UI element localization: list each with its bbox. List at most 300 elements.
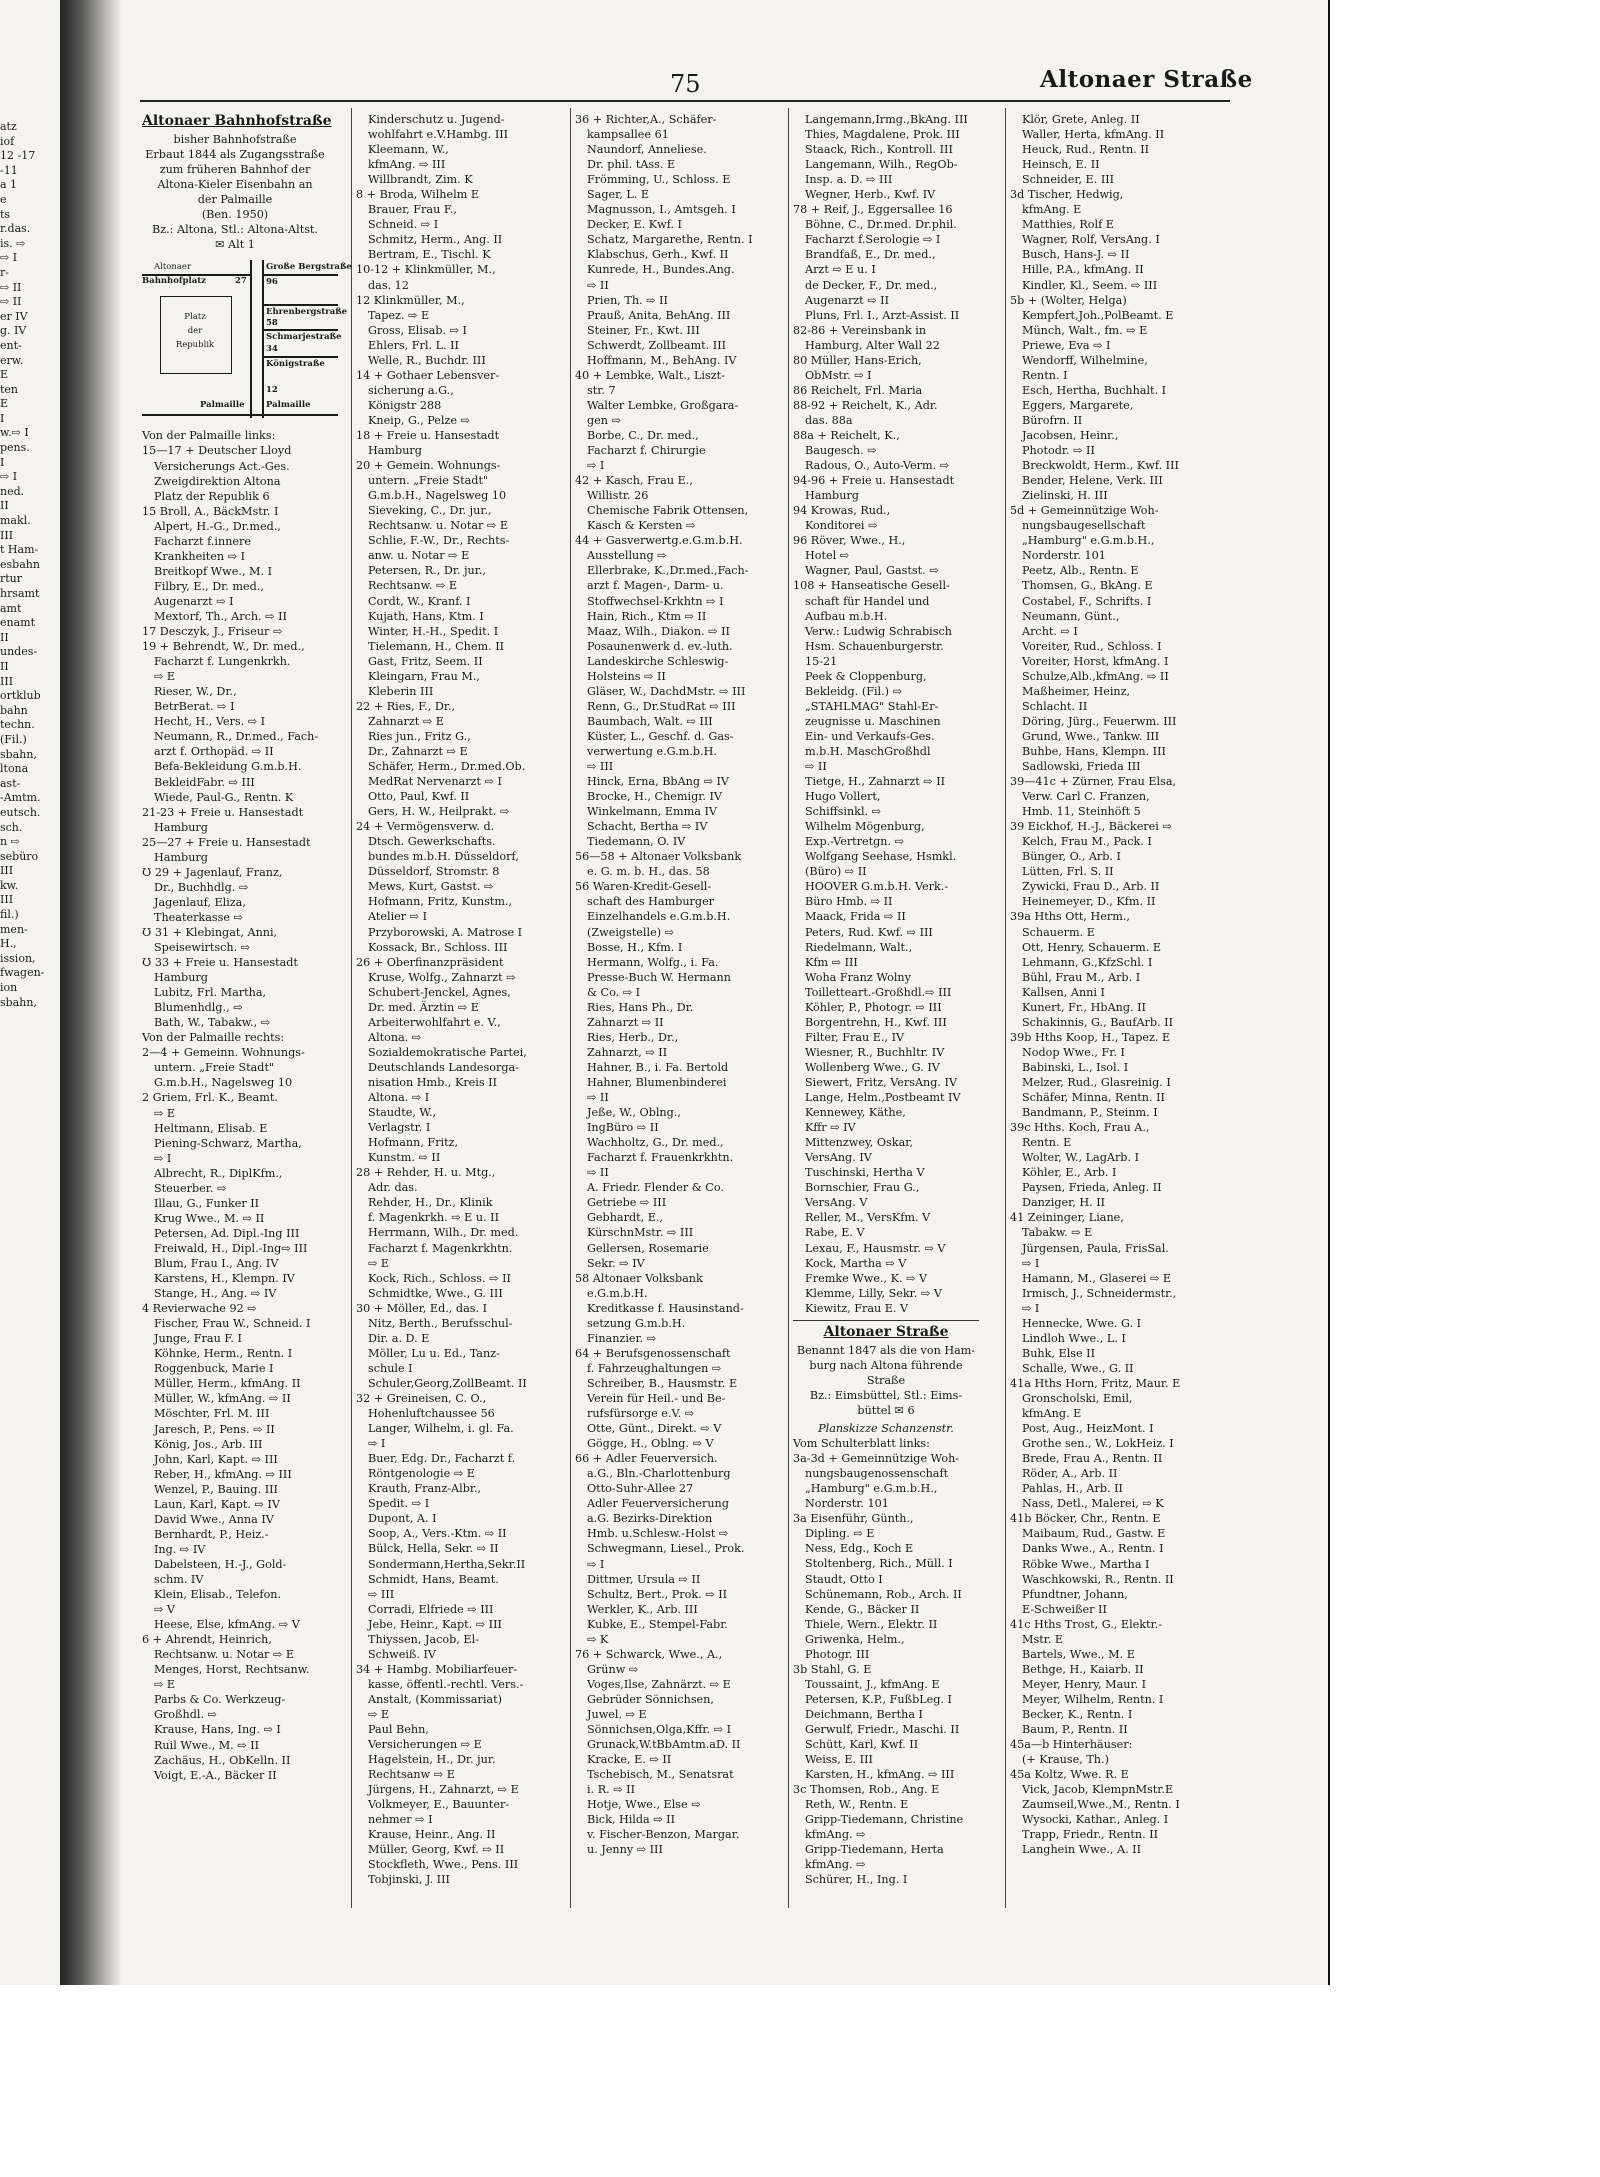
directory-entry-line: Königstr 288 <box>368 398 442 412</box>
directory-entry-line: John, Karl, Kapt. ⇨ III <box>154 1452 278 1466</box>
directory-entry-line: Tietge, H., Zahnarzt ⇨ II <box>805 775 946 789</box>
directory-entry-line: 17 Desczyk, J., Friseur ⇨ <box>142 625 283 639</box>
directory-entry-line: 58 Altonaer Volksbank <box>575 1271 703 1285</box>
left-page-line: pens. <box>0 441 30 455</box>
directory-entry-line: Verein für Heil.- und Be- <box>587 1391 726 1405</box>
directory-entry-line: 20 + Gemein. Wohnungs- <box>356 459 501 473</box>
directory-entry-line: Kock, Rich., Schloss. ⇨ II <box>368 1271 511 1285</box>
intro-line: ✉ Alt 1 <box>215 238 255 252</box>
directory-entry-line: Mews, Kurt, Gastst. ⇨ <box>368 880 494 894</box>
directory-entry-line: Voreiter, Rud., Schloss. I <box>1022 639 1162 653</box>
directory-entry-line: ⇨ I <box>587 459 605 473</box>
left-page-line: e <box>0 192 7 206</box>
column-1 <box>142 112 352 1912</box>
directory-entry-line: Kleemann, W., <box>368 143 449 157</box>
directory-entry-line: BekleidFabr. ⇨ III <box>154 775 255 789</box>
directory-entry-line: Staack, Rich., Kontroll. III <box>805 143 953 157</box>
directory-entry-line: Bick, Hilda ⇨ II <box>587 1813 676 1827</box>
directory-entry-line: Rentn. E <box>1022 1136 1072 1150</box>
directory-entry-line: Presse-Buch W. Hermann <box>587 970 731 984</box>
directory-entry-line: Röbke Wwe., Martha I <box>1022 1557 1150 1571</box>
directory-entry-line: Augenarzt ⇨ II <box>805 293 890 307</box>
directory-entry-line: e.G.m.b.H. <box>587 1286 648 1300</box>
section-title-altonaer-bahnhofstrasse: Altonaer Bahnhofstraße <box>142 113 332 129</box>
intro-line: Benannt 1847 als die von Ham- <box>796 1343 976 1357</box>
left-page-line: sbahn, <box>0 747 37 761</box>
directory-entry-line: 82-86 + Vereinsbank in <box>793 323 927 337</box>
directory-entry-line: Krankheiten ⇨ I <box>154 549 245 563</box>
directory-entry-line: Thomsen, G., BkAng. E <box>1022 579 1153 593</box>
directory-entry-line: Buer, Edg. Dr., Facharzt f. <box>368 1452 516 1466</box>
directory-entry-line: Danziger, H. II <box>1022 1196 1106 1210</box>
directory-entry-line: Schwegmann, Liesel., Prok. <box>587 1542 745 1556</box>
directory-entry-line: 108 + Hanseatische Gesell- <box>793 579 950 593</box>
directory-entry-line: 42 + Kasch, Frau E., <box>575 474 693 488</box>
directory-entry-line: Blumenhdlg., ⇨ <box>154 1001 243 1015</box>
left-page-line: enamt <box>0 616 36 630</box>
directory-entry-line: Hecht, H., Vers. ⇨ I <box>154 715 266 729</box>
directory-entry-line: Wiede, Paul-G., Rentn. K <box>154 790 294 804</box>
left-page-line: amt <box>0 601 22 615</box>
directory-entry-line: ⇨ I <box>154 1151 172 1165</box>
directory-entry-line: schule I <box>368 1361 413 1375</box>
directory-entry-line: ⇨ III <box>368 1587 395 1601</box>
directory-entry-line: Bethge, H., Kaiarb. II <box>1022 1662 1144 1676</box>
left-page-line: ⇨ I <box>0 470 18 484</box>
directory-entry-line: Lütten, Frl. S. II <box>1022 865 1114 879</box>
directory-entry-line: 40 + Lembke, Walt., Liszt- <box>575 368 725 382</box>
left-page-line: men- <box>0 922 28 936</box>
directory-entry-line: Hugo Vollert, <box>805 790 881 804</box>
directory-entry-line: Dr. phil. tAss. E <box>587 158 676 172</box>
directory-entry-line: Bekleidg. (Fil.) ⇨ <box>805 684 902 698</box>
intro-line: bisher Bahnhofstraße <box>173 133 297 147</box>
directory-entry-line: Gers, H. W., Heilprakt. ⇨ <box>368 805 510 819</box>
directory-entry-line: 34 + Hambg. Mobiliarfeuer- <box>356 1662 518 1676</box>
directory-entry-line: Klör, Grete, Anleg. II <box>1022 113 1140 126</box>
directory-entry-line: Einzelhandels e.G.m.b.H. <box>587 910 731 924</box>
intro-line: zum früheren Bahnhof der <box>159 163 311 177</box>
directory-entry-line: Weiss, E. III <box>805 1753 873 1767</box>
directory-entry-line: untern. „Freie Stadt" <box>368 474 489 488</box>
directory-entry-line: Maßheimer, Heinz, <box>1022 684 1131 698</box>
directory-entry-line: Parbs & Co. Werkzeug- <box>154 1693 286 1707</box>
directory-entry-line: Kasch & Kersten ⇨ <box>587 519 696 533</box>
directory-entry-line: Kunert, Fr., HbAng. II <box>1022 1000 1146 1014</box>
directory-entry-line: Sondermann,Hertha,Sekr.II <box>368 1557 526 1571</box>
directory-entry-line: 3a Eisenführ, Günth., <box>793 1512 914 1526</box>
directory-entry-line: Vick, Jacob, KlempnMstr.E <box>1022 1783 1174 1797</box>
left-page-line: undes- <box>0 645 38 659</box>
directory-entry-line: Werkler, K., Arb. III <box>587 1602 698 1616</box>
directory-entry-line: Kock, Martha ⇨ V <box>805 1256 907 1270</box>
directory-entry-line: „Hamburg" e.G.m.b.H., <box>1022 534 1155 548</box>
directory-entry-line: kfmAng. ⇨ <box>805 1858 866 1872</box>
directory-entry-line: Adler Feuerversicherung <box>587 1497 729 1511</box>
left-page-line: (Fil.) <box>0 732 27 746</box>
directory-entry-line: Jürgensen, Paula, FrisSal. <box>1022 1241 1169 1255</box>
directory-entry-line: Zweigdirektion Altona <box>154 474 281 488</box>
directory-entry-line: Hagelstein, H., Dr. jur. <box>368 1753 496 1767</box>
directory-entry-line: Sekr. ⇨ IV <box>587 1256 645 1270</box>
directory-entry-line: Dipling. ⇨ E <box>805 1527 875 1541</box>
directory-entry-line: sicherung a.G., <box>368 383 454 397</box>
directory-entry-line: 5d + Gemeinnützige Woh- <box>1010 504 1159 518</box>
directory-entry-line: ⇨ E <box>368 1707 390 1721</box>
directory-entry-line: Rechtsanw. u. Notar ⇨ E <box>154 1648 294 1662</box>
map-label: Königstraße <box>266 359 325 370</box>
directory-entry-line: Petersen, Ad. Dipl.-Ing III <box>154 1226 300 1240</box>
map-label: 58 <box>266 318 278 329</box>
directory-entry-line: Matthies, Rolf E <box>1022 218 1114 232</box>
intro-line: Erbaut 1844 als Zugangsstraße <box>145 148 325 162</box>
directory-entry-line: Archt. ⇨ I <box>1022 624 1078 638</box>
directory-entry-line: Von der Palmaille links: <box>142 429 276 443</box>
directory-entry-line: Düsseldorf, Stromstr. 8 <box>368 865 500 879</box>
left-page-line: -Amtm. <box>0 791 41 805</box>
left-page-line: ast- <box>0 776 21 790</box>
directory-entry-line: Jebe, Heinr., Kapt. ⇨ III <box>368 1617 502 1631</box>
directory-entry-line: gen ⇨ <box>587 413 621 427</box>
left-page-line: eutsch. <box>0 805 41 819</box>
directory-entry-line: Tabakw. ⇨ E <box>1022 1226 1093 1240</box>
directory-entry-line: Danks Wwe., A., Rentn. I <box>1022 1542 1164 1556</box>
directory-entry-line: 25—27 + Freie u. Hansestadt <box>142 835 311 849</box>
directory-entry-line: Grünw ⇨ <box>587 1662 639 1676</box>
directory-entry-line: i. R. ⇨ II <box>587 1783 635 1797</box>
directory-entry-line: Ʊ 33 + Freie u. Hansestadt <box>142 956 298 970</box>
directory-entry-line: Menges, Horst, Rechtsanw. <box>154 1663 310 1677</box>
directory-entry-line: Schmidt, Hans, Beamt. <box>368 1572 499 1586</box>
directory-entry-line: Von der Palmaille rechts: <box>142 1031 285 1045</box>
directory-entry-line: Woha Franz Wolny <box>805 970 911 984</box>
left-page-line: iof <box>0 134 15 148</box>
directory-entry-line: Bath, W., Tabakw., ⇨ <box>154 1016 271 1030</box>
directory-entry-line: Ʊ 29 + Jagenlauf, Franz, <box>142 865 283 879</box>
directory-entry-line: Breitkopf Wwe., M. I <box>154 564 272 578</box>
directory-entry-line: Krug Wwe., M. ⇨ II <box>154 1211 265 1225</box>
directory-entry-line: 94-96 + Freie u. Hansestadt <box>793 474 955 488</box>
directory-entry-line: Brandfaß, E., Dr. med., <box>805 248 936 262</box>
directory-entry-line: Hsm. Schauenburgerstr. <box>805 639 944 653</box>
directory-entry-line: Wachholtz, G., Dr. med., <box>587 1136 724 1150</box>
section-intro <box>793 1343 979 1418</box>
directory-entry-line: Facharzt f. Chirurgie <box>587 444 706 458</box>
directory-entry-line: ⇨ I <box>1022 1301 1040 1315</box>
directory-entry-line: Wegner, Herb., Kwf. IV <box>805 188 936 202</box>
directory-entry-line: ⇨ V <box>154 1603 176 1617</box>
left-page-line: makl. <box>0 514 31 528</box>
directory-entry-line: nisation Hmb., Kreis II <box>368 1076 498 1089</box>
directory-entry-line: kfmAng. ⇨ III <box>368 158 446 172</box>
directory-entry-line: Bülck, Hella, Sekr. ⇨ II <box>368 1542 499 1556</box>
directory-entry-line: Großhdl. ⇨ <box>154 1708 217 1722</box>
map-label: 34 <box>266 344 278 355</box>
directory-entry-line: Hamburg <box>154 820 208 834</box>
directory-entry-line: Ein- und Verkaufs-Ges. <box>805 729 935 743</box>
section-title-altonaer-strasse: Altonaer Straße <box>823 1323 949 1340</box>
directory-entry-line: Heuck, Rud., Rentn. II <box>1022 143 1150 157</box>
directory-entry-line: kfmAng. E <box>1022 1407 1082 1421</box>
directory-entry-line: 39c Hths. Koch, Frau A., <box>1010 1121 1150 1135</box>
directory-entry-line: Petersen, K.P., FußbLeg. I <box>805 1692 952 1706</box>
page-number: 75 <box>670 70 701 98</box>
map-label: 96 <box>266 277 278 288</box>
directory-entry-line: Schütt, Karl, Kwf. II <box>805 1738 919 1752</box>
entry-list <box>142 428 328 1782</box>
left-page-line: II <box>0 659 9 673</box>
directory-entry-line: Wendorff, Wilhelmine, <box>1022 353 1148 367</box>
map-label: Palmaille <box>266 400 311 411</box>
directory-entry-line: Kujath, Hans, Ktm. I <box>368 609 484 623</box>
directory-entry-line: ⇨ II <box>805 760 827 774</box>
directory-entry-line: 2 Griem, Frl. K., Beamt. <box>142 1091 278 1105</box>
left-page-line: E <box>0 397 9 411</box>
directory-entry-line: Alpert, H.-G., Dr.med., <box>154 519 281 533</box>
directory-entry-line: Ing. ⇨ IV <box>154 1542 206 1556</box>
directory-entry-line: Röder, A., Arb. II <box>1022 1467 1118 1481</box>
column-2 <box>356 112 542 1912</box>
directory-entry-line: Maaz, Wilh., Diakon. ⇨ II <box>587 624 730 638</box>
directory-entry-line: Kiewitz, Frau E. V <box>805 1301 909 1315</box>
directory-entry-line: BetrBerat. ⇨ I <box>154 700 235 714</box>
directory-entry-line: Rechtsanw. u. Notar ⇨ E <box>368 519 508 533</box>
directory-entry-line: kfmAng. E <box>1022 203 1082 217</box>
directory-entry-line: Brocke, H., Chemigr. IV <box>587 790 722 804</box>
directory-entry-line: Müller, Georg, Kwf. ⇨ II <box>368 1843 505 1857</box>
directory-entry-line: Krause, Heinr., Ang. II <box>368 1828 496 1842</box>
directory-entry-line: 56 Waren-Kredit-Gesell- <box>575 880 712 894</box>
directory-entry-line: Kempfert,Joh.,PolBeamt. E <box>1022 308 1174 322</box>
intro-line: büttel ✉ 6 <box>857 1403 915 1417</box>
left-page-fragment <box>0 0 60 2105</box>
directory-entry-line: Gerwulf, Friedr., Maschi. II <box>805 1722 960 1736</box>
directory-entry-line: Langer, Wilhelm, i. gl. Fa. <box>368 1422 514 1436</box>
directory-entry-line: Ries, Hans Ph., Dr. <box>587 1000 694 1014</box>
directory-entry-line: Facharzt f. Magenkrkhtn. <box>368 1241 513 1255</box>
directory-entry-line: Facharzt f.innere <box>154 534 251 548</box>
map-label: 27 <box>235 276 247 287</box>
directory-entry-line: Buhbe, Hans, Klempn. III <box>1022 744 1166 758</box>
entry-list <box>356 112 542 1888</box>
directory-entry-line: Schakinnis, G., BaufArb. II <box>1022 1015 1173 1029</box>
directory-entry-line: Blum, Frau I., Ang. IV <box>154 1257 279 1270</box>
directory-entry-line: 45a Koltz, Wwe. R. E <box>1010 1768 1129 1782</box>
directory-entry-line: Przyborowski, A. Matrose I <box>368 925 523 939</box>
directory-entry-line: Schwerdt, Zollbeamt. III <box>587 338 727 352</box>
directory-entry-line: Ʊ 31 + Klebingat, Anni, <box>142 925 278 939</box>
directory-entry-line: Bertram, E., Tischl. K <box>368 248 491 262</box>
directory-entry-line: Borbe, C., Dr. med., <box>587 428 699 442</box>
directory-entry-line: Kleingarn, Frau M., <box>368 669 480 683</box>
directory-entry-line: David Wwe., Anna IV <box>154 1512 274 1526</box>
directory-entry-line: Karsten, H., kfmAng. ⇨ III <box>805 1768 955 1782</box>
left-page-line: III <box>0 864 14 878</box>
directory-entry-line: Schünemann, Rob., Arch. II <box>805 1587 962 1601</box>
directory-entry-line: Waller, Herta, kfmAng. II <box>1022 128 1165 142</box>
directory-entry-line: Kelch, Frau M., Pack. I <box>1022 835 1152 849</box>
intro-line: burg nach Altona führende <box>809 1358 963 1372</box>
directory-entry-line: Hamburg <box>368 444 422 458</box>
directory-entry-line: Hofmann, Fritz, Kunstm., <box>368 895 513 909</box>
map-label: Platz <box>184 312 206 323</box>
directory-entry-line: Anstalt, (Kommissariat) <box>368 1692 502 1706</box>
directory-entry-line: Dittmer, Ursula ⇨ II <box>587 1572 701 1586</box>
directory-entry-line: ObMstr. ⇨ I <box>805 368 872 382</box>
directory-entry-line: ⇨ E <box>154 1678 176 1692</box>
directory-entry-line: Neumann, Günt., <box>1022 609 1120 623</box>
directory-entry-line: Rechtsanw ⇨ E <box>368 1768 455 1782</box>
column-3 <box>575 112 761 1912</box>
column-rule <box>570 108 571 1908</box>
directory-entry-line: Otto-Suhr-Allee 27 <box>587 1482 694 1496</box>
directory-entry-line: 30 + Möller, Ed., das. I <box>356 1301 488 1315</box>
directory-entry-line: Nass, Detl., Malerei, ⇨ K <box>1022 1497 1164 1511</box>
map-label: Ehrenbergstraße <box>266 307 348 318</box>
directory-entry-line: Befa-Bekleidung G.m.b.H. <box>154 760 302 774</box>
directory-entry-line: Gläser, W., DachdMstr. ⇨ III <box>587 684 746 698</box>
directory-entry-line: Voges,Ilse, Zahnärzt. ⇨ E <box>587 1677 731 1691</box>
directory-entry-line: Tobjinski, J. III <box>368 1873 450 1887</box>
directory-entry-line: (Büro) ⇨ II <box>805 865 867 879</box>
directory-entry-line: a.G., Bln.-Charlottenburg <box>587 1467 731 1481</box>
directory-entry-line: Piening-Schwarz, Martha, <box>154 1136 302 1150</box>
directory-entry-line: Schalle, Wwe., G. II <box>1022 1361 1134 1375</box>
directory-entry-line: Theaterkasse ⇨ <box>154 910 243 924</box>
directory-entry-line: Finanzier. ⇨ <box>587 1331 657 1345</box>
directory-entry-line: Möller, Lu u. Ed., Tanz- <box>368 1346 500 1360</box>
directory-entry-line: Karstens, H., Klempn. IV <box>154 1272 295 1286</box>
directory-entry-line: Stoltenberg, Rich., Müll. I <box>805 1557 953 1571</box>
directory-entry-line: 39b Hths Koop, H., Tapez. E <box>1010 1030 1171 1044</box>
directory-entry-line: Babinski, L., Isol. I <box>1022 1060 1129 1074</box>
directory-entry-line: Zielinski, H. III <box>1022 489 1108 503</box>
directory-entry-line: Schauerm. E <box>1022 925 1095 939</box>
directory-entry-line: Tschebisch, M., Senatsrat <box>587 1768 734 1782</box>
directory-entry-line: 39 Eickhof, H.-J., Bäckerei ⇨ <box>1010 820 1172 834</box>
directory-entry-line: Hofmann, Fritz, <box>368 1136 459 1150</box>
directory-entry-line: Voigt, E.-A., Bäcker II <box>154 1768 277 1782</box>
directory-entry-line: Facharzt f. Frauenkrkhtn. <box>587 1151 734 1165</box>
directory-entry-line: Kfm ⇨ III <box>805 955 858 969</box>
directory-entry-line: Dabelsteen, H.-J., Gold- <box>154 1557 287 1571</box>
directory-entry-line: Dupont, A. I <box>368 1512 437 1526</box>
directory-entry-line: Esch, Hertha, Buchhalt. I <box>1022 383 1167 397</box>
directory-entry-line: Hoffmann, M., BehAng. IV <box>587 353 737 367</box>
directory-entry-line: Hennecke, Wwe. G. I <box>1022 1316 1142 1330</box>
directory-entry-line: Wollenberg Wwe., G. IV <box>805 1060 940 1074</box>
directory-entry-line: Tiedemann, O. IV <box>587 835 686 849</box>
directory-entry-line: Jagenlauf, Eliza, <box>154 895 246 909</box>
left-page-line: n ⇨ <box>0 835 20 849</box>
directory-entry-line: Hamann, M., Glaserei ⇨ E <box>1022 1271 1172 1285</box>
directory-entry-line: 26 + Oberfinanzpräsident <box>356 955 504 969</box>
directory-entry-line: Ott, Henry, Schauerm. E <box>1022 940 1162 954</box>
directory-entry-line: Wilhelm Mögenburg, <box>805 820 925 834</box>
directory-entry-line: Wysocki, Kathar., Anleg. I <box>1022 1813 1169 1827</box>
directory-entry-line: Renn, G., Dr.StudRat ⇨ III <box>587 699 736 713</box>
directory-entry-line: Rentn. I <box>1022 368 1068 382</box>
directory-entry-line: Kende, G., Bäcker II <box>805 1602 920 1616</box>
directory-entry-line: Wenzel, P., Bauing. III <box>154 1482 278 1496</box>
left-page-line: er IV <box>0 309 28 323</box>
directory-entry-line: Schürer, H., Ing. I <box>805 1873 908 1887</box>
directory-entry-line: Facharzt f.Serologie ⇨ I <box>805 233 941 247</box>
directory-entry-line: 3c Thomsen, Rob., Ang. E <box>793 1783 940 1797</box>
directory-entry-line: das. 88a <box>805 413 853 427</box>
directory-entry-line: Ausstellung ⇨ <box>587 549 667 563</box>
directory-entry-line: 3b Stahl, G. E <box>793 1662 872 1676</box>
entry-list <box>1010 112 1230 1857</box>
directory-entry-line: Langemann, Wilh., RegOb- <box>805 158 958 172</box>
left-page-line: t Ham- <box>0 543 39 557</box>
directory-entry-line: 15 Broll, A., BäckMstr. I <box>142 504 279 518</box>
directory-entry-line: Dr., Zahnarzt ⇨ E <box>368 744 468 758</box>
directory-entry-line: ⇨ II <box>587 278 609 292</box>
directory-entry-line: Corradi, Elfriede ⇨ III <box>368 1602 494 1616</box>
left-page-line: I <box>0 455 5 469</box>
directory-entry-line: 15-21 <box>805 654 838 668</box>
directory-entry-line: Lehmann, G.,KfzSchl. I <box>1022 955 1153 969</box>
directory-entry-line: Chemische Fabrik Ottensen, <box>587 504 749 518</box>
directory-entry-line: Rehder, H., Dr., Klinik <box>368 1196 493 1210</box>
map-label: Große Bergstraße <box>266 262 352 273</box>
entry-list <box>793 112 979 1316</box>
directory-entry-line: ⇨ E <box>368 1256 390 1270</box>
directory-entry-line: Tielemann, H., Chem. II <box>368 639 505 653</box>
directory-entry-line: Roggenbuck, Marie I <box>154 1362 274 1376</box>
directory-entry-line: schm. IV <box>154 1572 204 1586</box>
left-page-line: atz <box>0 120 17 133</box>
directory-entry-line: Gripp-Tiedemann, Christine <box>805 1813 964 1827</box>
directory-entry-line: Filter, Frau E., IV <box>805 1030 905 1044</box>
directory-entry-line: Meyer, Wilhelm, Rentn. I <box>1022 1692 1164 1706</box>
directory-entry-line: 41c Hths Trost, G., Elektr.- <box>1010 1617 1163 1631</box>
directory-entry-line: 3a-3d + Gemeinnützige Woh- <box>793 1452 960 1466</box>
directory-entry-line: Schuler,Georg,ZollBeamt. II <box>368 1376 527 1390</box>
directory-entry-line: schaft des Hamburger <box>587 895 715 909</box>
directory-entry-line: Reber, H., kfmAng. ⇨ III <box>154 1467 292 1481</box>
directory-entry-line: Gögge, H., Oblng. ⇨ V <box>587 1437 714 1451</box>
directory-entry-line: 36 + Richter,A., Schäfer- <box>575 113 717 126</box>
directory-entry-line: Bandmann, P., Steinm. I <box>1022 1106 1158 1120</box>
left-page-line: 12 -17 <box>0 149 36 163</box>
directory-entry-line: Schmidtke, Wwe., G. III <box>368 1286 503 1300</box>
directory-entry-line: Altona. ⇨ I <box>368 1091 430 1105</box>
directory-entry-line: ⇨ E <box>154 670 176 684</box>
directory-entry-line: Kffr ⇨ IV <box>805 1121 856 1135</box>
directory-entry-line: 2—4 + Gemeinn. Wohnungs- <box>142 1046 305 1060</box>
directory-entry-line: Pahlas, H., Arb. II <box>1022 1482 1123 1496</box>
directory-entry-line: 10-12 + Klinkmüller, M., <box>356 263 496 277</box>
directory-entry-line: ⇨ I <box>1022 1256 1040 1270</box>
directory-entry-line: Hohenluftchaussee 56 <box>368 1407 495 1421</box>
directory-entry-line: Küster, L., Geschf. d. Gas- <box>587 729 734 743</box>
directory-entry-line: Reth, W., Rentn. E <box>805 1798 909 1812</box>
directory-entry-line: Meyer, Henry, Maur. I <box>1022 1677 1147 1691</box>
directory-entry-line: 41b Böcker, Chr., Rentn. E <box>1010 1512 1161 1526</box>
directory-entry-line: Getriebe ⇨ III <box>587 1196 667 1210</box>
directory-entry-line: Ness, Edg., Koch E <box>805 1542 914 1556</box>
directory-entry-line: Wolter, W., LagArb. I <box>1022 1151 1139 1165</box>
directory-entry-line: 21-23 + Freie u. Hansestadt <box>142 805 304 819</box>
left-page-line: ten <box>0 382 19 396</box>
directory-entry-line: Insp. a. D. ⇨ III <box>805 173 893 187</box>
directory-entry-line: Brauer, Frau F., <box>368 203 457 217</box>
directory-entry-line: Schiffsinkl. ⇨ <box>805 805 882 819</box>
left-page-line: a 1 <box>0 178 18 192</box>
directory-entry-line: 80 Müller, Hans-Erich, <box>793 353 922 367</box>
